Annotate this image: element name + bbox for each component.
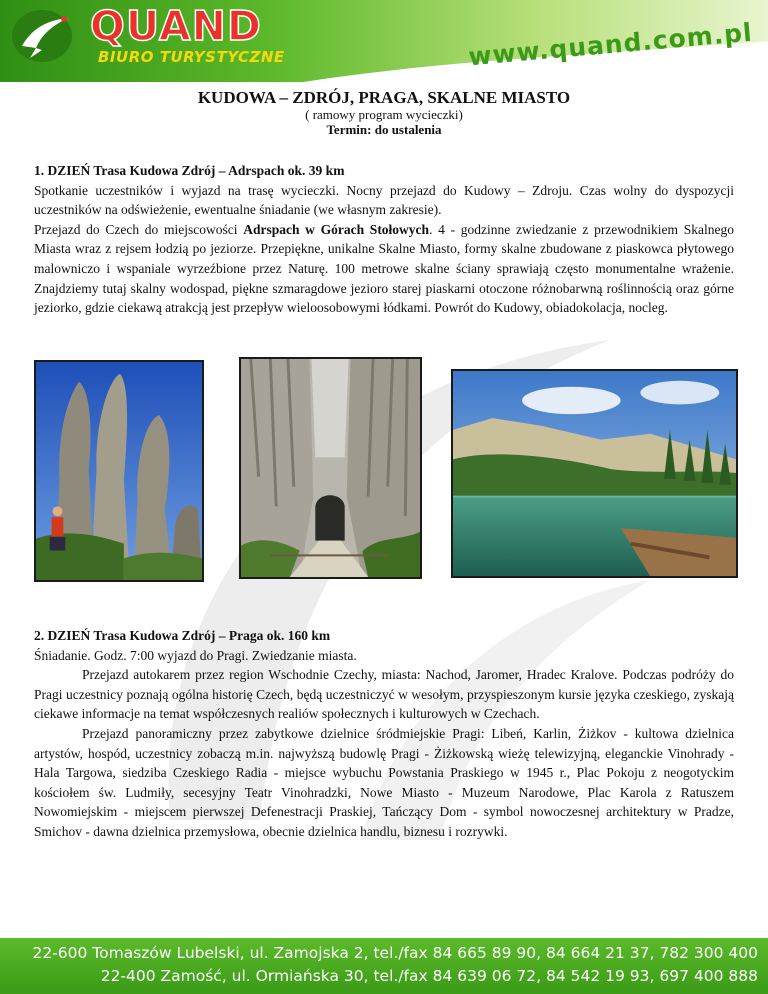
bird-logo-icon (8, 6, 78, 66)
footer-address-2: 22-400 Zamość, ul. Ormiańska 30, tel./fax 84 639 06 72, 84 542 19 93, 697 400 888 (100, 967, 758, 985)
brand-header (0, 0, 768, 82)
day2-paragraph-3: Przejazd panoramiczny przez zabytkowe dzielnice śródmiejskie Pragi: Libeń, Karlin, Żiżkov - kultowa dzielnica artystów, hospód, uczestnicy zobaczą m.in. najwyższą budowlę Pragi - Żiżkowską wieżę telewizyjną, eleganckie Vinohrady - Hala Targowa, siedziba Czeskiego Radia - miejsce wybuchu Powstania Praskiego w 1945 r., Plac Pokoju z neogotyckim kościołem św. Ludmiły, secesyjny Teatr Vinohradzki, Nowe Miasto - Muzeum Narodowe, Plac Karola z Ratuszem Nowomiejskim - miejscem pierwszej Defenestracji Praskiej, Tańczący Dom - symbol nowoczesnej architektury w Pradze, Smichov - dawna dzielnica przemysłowa, obecnie dzielnica handlu, biznesu i rozrywki. (34, 725, 734, 839)
day1-p2-after: . 4 - godzinne zwiedzanie z przewodnikiem Skalnego Miasta wraz z rejsem łodzią po jeziorze. Przepiękne, unikalne Skalne Miasto, formy skalne zbudowane z piaskowca płytowego malowniczo i wspaniale wyrzeźbione przez Naturę. 100 metrowe skalne ściany sprawiają często monumentalne wrażenie. Znajdziemy tutaj skalny wodospad, piękne szmaragdowe jezioro starej piaskarni otoczone różnobarwną roślinnością oraz górne jeziorko, gdzie ciekawą atrakcją jest przepływ wieloosobowymi łódkami. Powrót do Kudowy, obiadokolacja, nocleg. (34, 221, 734, 316)
document-title: KUDOWA – ZDRÓJ, PRAGA, SKALNE MIASTO (197, 88, 571, 107)
brand-url[interactable]: www.quand.com.pl (467, 17, 754, 72)
day1-section (34, 161, 734, 318)
day2-paragraph-1: Śniadanie. Godz. 7:00 wyjazd do Pragi. Zwiedzanie miasta. (34, 647, 357, 663)
document-term: Termin: do ustalenia (326, 122, 442, 137)
contact-footer (0, 938, 768, 994)
rock-gate-photo (239, 357, 422, 579)
document-subtitle: ( ramowy program wycieczki) (305, 107, 463, 122)
rock-towers-photo (34, 360, 204, 582)
day2-section (34, 626, 734, 842)
emerald-lake-photo (451, 369, 738, 578)
day2-paragraph-2: Przejazd autokarem przez region Wschodnie Czechy, miasta: Nachod, Jaromer, Hradec Kralove. Podczas podróży do Pragi uczestnicy poznają ogólna historię Czech, będą uczestniczyć w wesołym, przyspieszonym kursie języka czeskiego, zyskają ciekawe informacje na temat współczesnych realiów społecznych i kulturowych w Czechach. (34, 667, 734, 722)
brand-name: QUAND (90, 2, 262, 50)
day1-paragraph-2 (34, 220, 734, 318)
footer-address-1: 22-600 Tomaszów Lubelski, ul. Zamojska 2, tel./fax 84 665 89 90, 84 664 21 37, 782 300 400 (32, 944, 758, 962)
day1-heading: 1. DZIEŃ Trasa Kudowa Zdrój – Adrspach ok. 39 km (34, 163, 345, 178)
day2-heading: 2. DZIEŃ Trasa Kudowa Zdrój – Praga ok. 160 km (34, 628, 331, 643)
day1-p2-before: Przejazd do Czech do miejscowości (34, 221, 244, 237)
day1-paragraph-1: Spotkanie uczestników i wyjazd na trasę wycieczki. Nocny przejazd do Kudowy – Zdroju. Czas wolny do dyspozycji uczestników na odświeżenie, ewentualne śniadanie (we własnym zakresie). (34, 182, 734, 218)
day1-p2-bold: Adrspach w Górach Stołowych (243, 221, 430, 237)
brand-subtitle: BIURO TURYSTYCZNE (98, 48, 285, 66)
